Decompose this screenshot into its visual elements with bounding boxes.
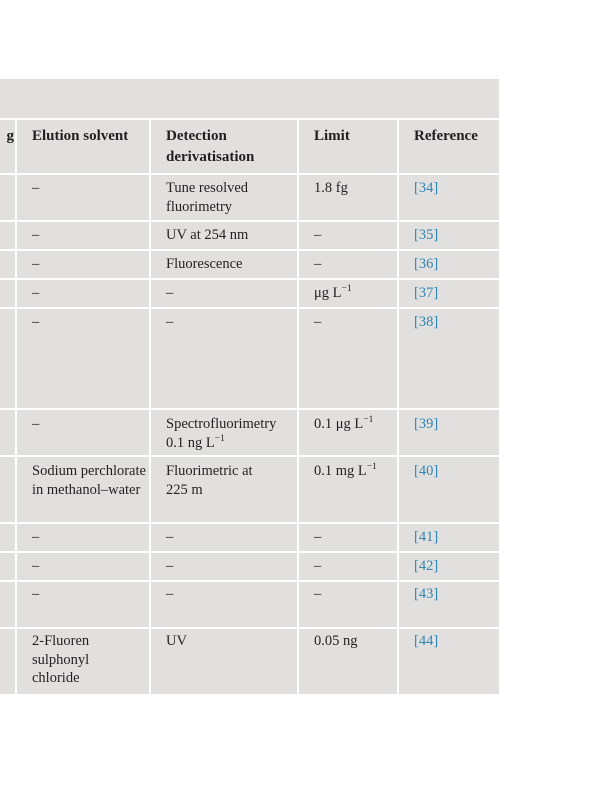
- row-divider: [0, 408, 499, 410]
- cell-elution: 2-Fluoren sulphonyl chloride: [32, 633, 90, 686]
- reference-link[interactable]: [34]: [414, 180, 439, 196]
- cell-elution: –: [32, 314, 40, 330]
- header-elution-solvent: Elution solvent: [32, 128, 129, 144]
- cell-limit: μg $L^{-1}$: [314, 284, 352, 301]
- cell-limit: –: [314, 558, 322, 574]
- table-title-band: [0, 79, 499, 118]
- cell-elution: –: [32, 285, 40, 301]
- cell-elution: –: [32, 558, 40, 574]
- cell-limit: 0.1 mg $L^{-1}$: [314, 462, 377, 479]
- row-divider: [0, 173, 499, 175]
- cell-elution: –: [32, 529, 40, 545]
- reference-link[interactable]: [41]: [414, 529, 439, 545]
- cell-limit: –: [314, 314, 322, 330]
- cell-elution: –: [32, 256, 40, 272]
- row-divider: [0, 307, 499, 309]
- reference-link[interactable]: [39]: [414, 416, 439, 432]
- cell-detection: Fluorescence: [166, 256, 243, 272]
- row-divider: [0, 118, 499, 120]
- row-divider: [0, 580, 499, 582]
- row-divider: [0, 551, 499, 553]
- row-divider: [0, 278, 499, 280]
- header-reference: Reference: [414, 128, 478, 144]
- column-divider: [297, 120, 299, 694]
- reference-link[interactable]: [35]: [414, 227, 439, 243]
- reference-link[interactable]: [36]: [414, 256, 439, 272]
- cell-limit: –: [314, 227, 322, 243]
- reference-link[interactable]: [38]: [414, 314, 439, 330]
- cell-detection: –: [166, 314, 174, 330]
- cell-detection: –: [166, 285, 174, 301]
- cell-elution: –: [32, 416, 40, 432]
- cell-detection: –: [166, 529, 174, 545]
- cell-detection: UV at 254 nm: [166, 227, 249, 243]
- cell-detection: Fluorimetric at 225 m: [166, 463, 253, 498]
- cell-elution: –: [32, 586, 40, 602]
- reference-link[interactable]: [43]: [414, 586, 439, 602]
- column-divider: [149, 120, 151, 694]
- column-divider: [15, 120, 17, 694]
- cell-limit: –: [314, 256, 322, 272]
- row-divider: [0, 522, 499, 524]
- reference-link[interactable]: [40]: [414, 463, 439, 479]
- cell-limit: 1.8 fg: [314, 180, 348, 196]
- cell-elution: Sodium perchlorate in methanol–water: [32, 463, 146, 498]
- row-divider: [0, 627, 499, 629]
- reference-link[interactable]: [44]: [414, 633, 439, 649]
- cell-elution: –: [32, 227, 40, 243]
- header-detection: Detection derivatisation: [166, 128, 255, 165]
- row-divider: [0, 455, 499, 457]
- reference-link[interactable]: [37]: [414, 285, 439, 301]
- cell-detection: Spectrofluorimetry 0.1 ng $L^{-1}$: [166, 416, 277, 451]
- row-divider: [0, 249, 499, 251]
- cell-limit: 0.05 ng: [314, 633, 358, 649]
- cell-limit: –: [314, 586, 322, 602]
- cell-detection: UV: [166, 633, 187, 649]
- header-limit: Limit: [314, 128, 350, 144]
- cell-detection: Tune resolved fluorimetry: [166, 180, 249, 215]
- cell-limit: 0.1 μg $L^{-1}$: [314, 415, 374, 432]
- cell-limit: –: [314, 529, 322, 545]
- cell-detection: –: [166, 558, 174, 574]
- cell-detection: –: [166, 586, 174, 602]
- header-clipped-column: g: [6, 128, 14, 144]
- column-divider: [397, 120, 399, 694]
- data-table: [0, 79, 499, 694]
- cell-elution: –: [32, 180, 40, 196]
- reference-link[interactable]: [42]: [414, 558, 439, 574]
- row-divider: [0, 220, 499, 222]
